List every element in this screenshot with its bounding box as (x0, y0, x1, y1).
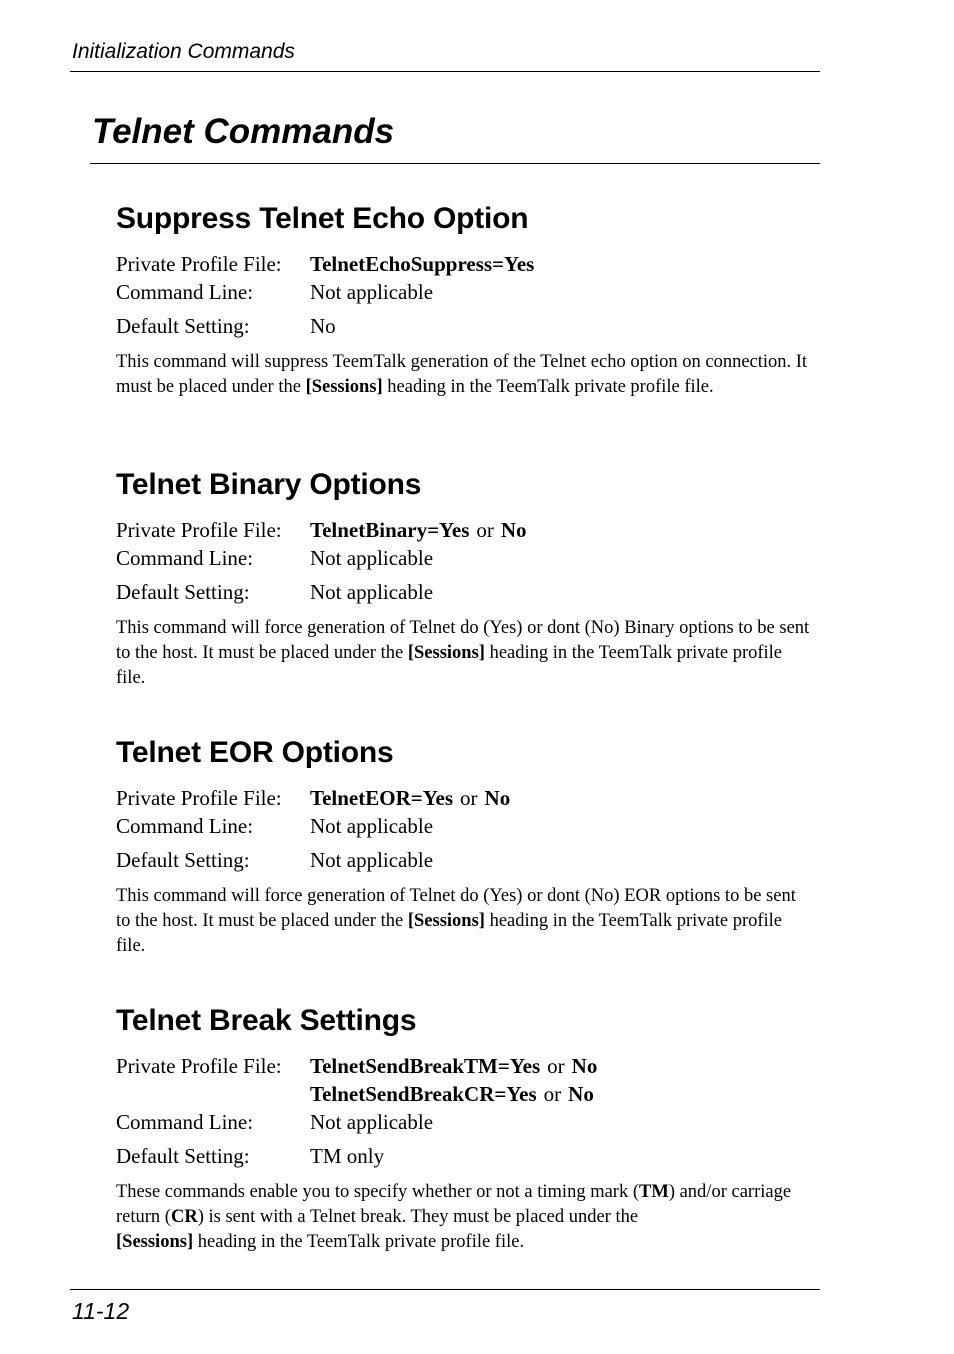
spec-row-default (116, 1142, 816, 1170)
spec-row-default (116, 578, 816, 606)
title-rule (90, 163, 820, 164)
section-suppress-echo (116, 200, 816, 400)
section-description: This command will force generation of Telnet do (Yes) or dont (No) Binary options to be sent to the host. It must be placed under the [Sessions] heading in the TeemTalk private profile file. (116, 618, 810, 688)
header-rule (70, 71, 820, 72)
profile-value: TelnetEchoSuppress=Yes (310, 252, 535, 276)
spec-label-empty (116, 1080, 310, 1108)
spec-value: Not applicable (310, 546, 434, 570)
running-header: Initialization Commands (72, 40, 295, 63)
spec-label: Private Profile File: (116, 1054, 282, 1078)
spec-row-command-line (116, 278, 816, 306)
spec-row-command-line (116, 812, 816, 840)
section-description: This command will suppress TeemTalk generation of the Telnet echo option on connection. It must be placed under the [Sessions] heading in the TeemTalk private profile file. (116, 352, 808, 397)
spec-label: Command Line: (116, 280, 254, 304)
spec-row-default (116, 846, 816, 874)
spec-value: Not applicable (310, 1110, 434, 1134)
spec-value: TelnetBinary=Yes or No (310, 518, 527, 542)
section-break-settings (116, 1002, 816, 1255)
spec-row-profile-continued (116, 1080, 816, 1108)
spec-value: Not applicable (310, 280, 434, 304)
spec-label: Command Line: (116, 546, 254, 570)
spec-row-profile (116, 250, 816, 278)
section-binary-options (116, 466, 816, 691)
chapter-title: Telnet Commands (92, 112, 395, 151)
spec-label: Command Line: (116, 814, 254, 838)
spec-row-command-line (116, 544, 816, 572)
section-heading: Telnet EOR Options (116, 736, 394, 769)
spec-label: Private Profile File: (116, 786, 282, 810)
spec-block (116, 1052, 816, 1170)
section-description: This command will force generation of Telnet do (Yes) or dont (No) EOR options to be sent to the host. It must be placed under the [Sessions] heading in the TeemTalk private profile file. (116, 886, 796, 956)
spec-block (116, 516, 816, 606)
spec-block (116, 250, 816, 340)
section-heading: Telnet Binary Options (116, 468, 422, 501)
section-description: These commands enable you to specify whether or not a timing mark (TM) and/or carriage return (CR) is sent with a Telnet break. They must be placed under the [Sessions] heading in the TeemTalk private profile file. (116, 1182, 792, 1252)
spec-label: Default Setting: (116, 848, 250, 872)
spec-value: No (310, 314, 336, 338)
spec-value: TelnetSendBreakCR=Yes or No (310, 1082, 594, 1106)
spec-row-command-line (116, 1108, 816, 1136)
spec-value: TM only (310, 1144, 385, 1168)
spec-row-default (116, 312, 816, 340)
section-heading: Telnet Break Settings (116, 1004, 417, 1037)
section-eor-options (116, 734, 816, 959)
spec-row-profile (116, 1052, 816, 1080)
section-heading: Suppress Telnet Echo Option (116, 202, 529, 235)
spec-value: Not applicable (310, 814, 434, 838)
spec-value: Not applicable (310, 580, 434, 604)
spec-row-profile (116, 516, 816, 544)
spec-label: Command Line: (116, 1110, 254, 1134)
spec-label: Default Setting: (116, 580, 250, 604)
spec-value: TelnetEOR=Yes or No (310, 786, 511, 810)
footer-rule (70, 1289, 820, 1290)
spec-label: Private Profile File: (116, 252, 282, 276)
spec-value (310, 250, 534, 278)
page-number: 11-12 (72, 1298, 130, 1324)
spec-value: Not applicable (310, 848, 434, 872)
spec-label: Default Setting: (116, 1144, 250, 1168)
spec-block (116, 784, 816, 874)
spec-label: Private Profile File: (116, 518, 282, 542)
spec-row-profile (116, 784, 816, 812)
spec-value: TelnetSendBreakTM=Yes or No (310, 1054, 598, 1078)
spec-label: Default Setting: (116, 314, 250, 338)
